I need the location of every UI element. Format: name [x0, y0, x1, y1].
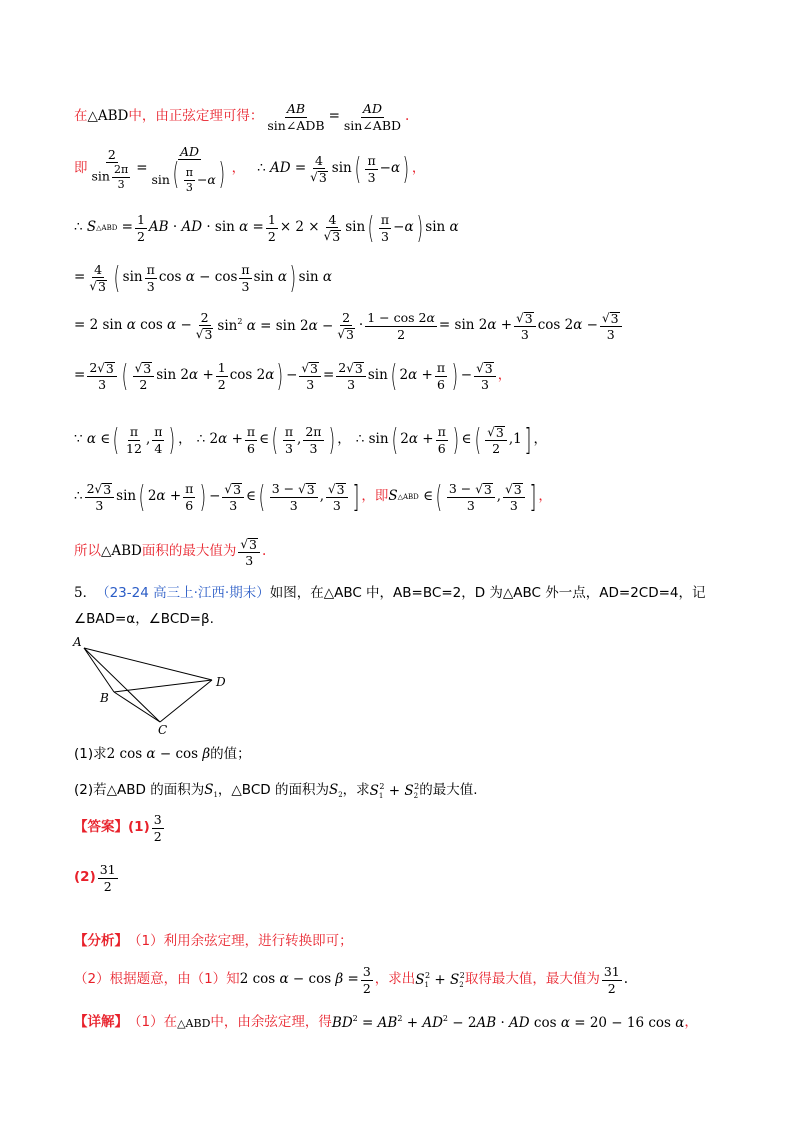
question-text: (2)若△ABD 的面积为: [74, 782, 205, 799]
answer-1: [74, 810, 760, 846]
answer-2: [74, 860, 760, 896]
analysis-max-value: $\frac{31}{2}$: [603, 964, 620, 996]
detail-1: 【详解】 （1）在 △ABD 中，由余弦定理，得 $BD^2 = AB^2 + AD^2 - 2AB$ · AD cos α = 20 − 16 cos α ，: [74, 1014, 698, 1032]
area-range-line: ∴ 2 √ 3 3 sin ( 2α + $\frac{\pi}{6}$ ) − √ 3 3 ∈ ( 3 − √ 3 3 , √ 3 3 ] ， 即 S △ABD ∈ ( 3 − √ 3 3 , √ 3 3 ] ，: [74, 479, 552, 515]
ad-expression-line: 即 2 sin $\frac{2\pi}{3}$ = AD sin( $\frac{\pi}{3}$ −α) ， ∴ AD = 4 √ 3 sin ( $\frac{\pi}{3}$ −α ) ，: [74, 143, 426, 194]
answer-1-value: $\frac{3}{2}$: [153, 812, 162, 844]
triangle-abd: △ABD: [101, 543, 142, 560]
answer-2-value: $\frac{31}{2}$: [99, 862, 116, 894]
text: 面积的最大值为: [141, 543, 237, 560]
fraction: $\frac{AD}{\text{sin∠ABD}}$: [343, 101, 402, 133]
problem-statement: [74, 584, 760, 604]
question-1: (1)求 2 cos α − cos β 的值；: [74, 746, 251, 763]
fraction: 4 √ 3: [310, 152, 327, 185]
text: 即: [74, 160, 88, 177]
text: 在: [74, 108, 88, 125]
analysis-text: 取得最大值，最大值为: [464, 971, 600, 988]
answer-tag: 【答案】: [74, 819, 128, 836]
area-line-1: ∴ S △ABD = $\frac{1}{2}$ AB · AD · sin α = $\frac{1}{2}$ × 2 × 4 √ 3 sin ( $\frac{\pi}{3}$ −α ) sin α: [74, 210, 459, 246]
analysis-text: （2）根据题意，由（1）知: [74, 971, 240, 988]
question-text: (1)求: [74, 746, 107, 763]
triangle-abd: △ABD: [87, 108, 129, 125]
subscript: △ABD: [96, 223, 118, 232]
question-text: ，△BCD 的面积为: [217, 782, 329, 799]
analysis-text: （1）利用余弦定理，进行转换即可；: [128, 933, 353, 950]
detail-text: 中，由余弦定理，得: [210, 1014, 332, 1031]
fraction: $\frac{AB}{\text{sin∠ADB}}$: [267, 101, 325, 133]
conclusion-line: 所以 △ABD 面积的最大值为 √ 3 3 .: [74, 536, 267, 569]
triangle-figure: [70, 636, 240, 736]
subscript: △ABD: [397, 492, 419, 501]
fraction: AD sin( $\frac{\pi}{3}$ −α): [151, 143, 225, 194]
text: 所以: [74, 543, 101, 560]
problem-source: （23-24 高三上·江西·期末）: [96, 585, 270, 602]
text: 即: [374, 488, 389, 505]
area-line-2: = 4 √ 3 ( sin $\frac{\pi}{3}$ cos α − cos $\frac{\pi}{3}$ sin α ) sin α: [74, 260, 333, 296]
sine-law-line: 在 △ABD 中，由正弦定理可得： $\frac{AB}{\text{sin∠ADB}}$ = $\frac{AD}{\text{sin∠ABD}}$ .: [74, 101, 410, 133]
question-text: 的值；: [210, 746, 251, 763]
question-text: ，求: [342, 782, 370, 799]
detail-text: （1）在: [128, 1014, 178, 1031]
question-text: 的最大值.: [419, 782, 478, 799]
triangle-abd: △ABD: [177, 1016, 211, 1030]
label-c: C: [158, 723, 168, 736]
answer-label: (1): [128, 819, 150, 836]
label-b: B: [100, 691, 109, 705]
analysis-2: （2）根据题意，由（1）知 2 cos α − cos β = $\frac{3}{2}$ ，求出 $S_1^2 + S_2^2$ 取得最大值，最大值为 $\frac{31}{2}$ .: [74, 964, 629, 996]
problem-number: 5．: [74, 585, 97, 602]
area-line-4: = 2 √ 3 3 ( √ 3 2 sin 2α + $\frac{1}{2}$ cos 2α ) − √ 3 3 = 2 √ 3 3 sin ( 2α + $\frac{\pi}{6}$ ) − √ 3 3 ，: [74, 358, 512, 394]
area-line-3: = 2 sin α cos α − 2 √ 3 $\sin^2 \alpha = \sin 2\alpha$ − 2 √ 3 · $\frac{1 - \cos 2\alpha}{2}$ = sin 2α + √ 3 3 cos 2α − √ 3 3: [74, 306, 760, 346]
detail-tag: 【详解】: [74, 1014, 128, 1031]
analysis-text: ，求出: [374, 971, 416, 988]
analysis-1: [74, 932, 760, 952]
label-a: A: [73, 636, 82, 649]
geometry-diagram: [70, 636, 240, 736]
text: 中，由正弦定理可得：: [128, 108, 264, 125]
problem-statement-2: [74, 610, 760, 630]
answer-label: (2): [74, 869, 96, 886]
range-line: ∵ α ∈ ( $\frac{\pi}{12}$ , $\frac{\pi}{4}$ ) ， ∴ 2α + $\frac{\pi}{6}$ ∈ ( $\frac{\pi}{3}$ , $\frac{2\pi}{3}$ ) ， ∴ sin ( 2α + $\frac{\pi}{6}$ ) ∈ ( √ 3 2 ,1 ] ，: [74, 422, 547, 458]
analysis-tag: 【分析】: [74, 933, 128, 950]
fraction: 2 sin $\frac{2\pi}{3}$: [91, 146, 129, 191]
label-d: D: [216, 675, 226, 689]
question-2: (2)若△ABD 的面积为 $S_1$ ，△BCD 的面积为 $S_2$ ，求 $S_1^2 + S_2^2$ 的最大值.: [74, 781, 478, 800]
problem-text: 如图，在△ABC 中，AB=BC=2，D 为△ABC 外一点，AD=2CD=4，记: [269, 585, 706, 602]
problem-text: ∠BAD=α，∠BCD=β.: [74, 611, 214, 628]
